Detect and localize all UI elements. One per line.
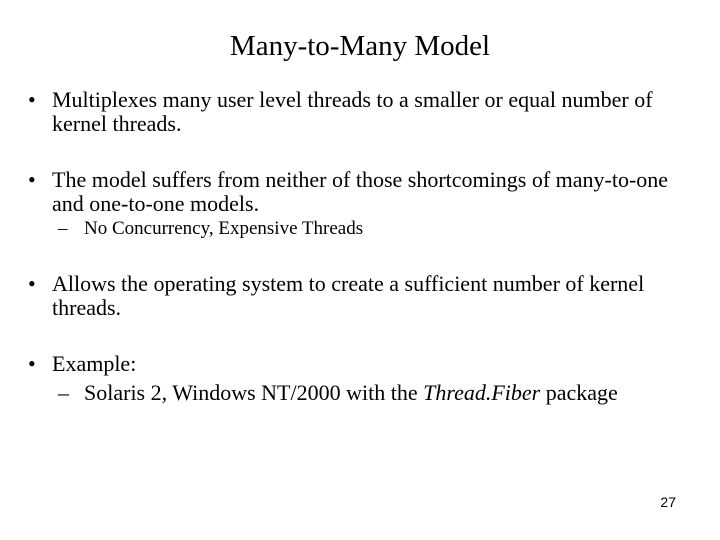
- bullet-icon: •: [28, 167, 36, 192]
- sub-bullet-example: [58, 381, 698, 405]
- bullet-icon: •: [28, 271, 36, 296]
- bullet-text: The model suffers from neither of those shortcomings of many-to-one and one-to-one models.: [52, 167, 669, 216]
- bullet-text: Allows the operating system to create a sufficient number of kernel threads.: [52, 271, 645, 320]
- sub-bullet-text: [84, 381, 698, 405]
- bullet-icon: •: [28, 351, 36, 376]
- example-prefix: Solaris 2, Windows NT/2000 with the: [84, 380, 424, 405]
- bullet-text: Example:: [52, 351, 137, 376]
- dash-icon: –: [58, 218, 68, 239]
- bullet-text: Multiplexes many user level threads to a smaller or equal number of kernel threads.: [52, 87, 653, 136]
- bullet-item-multiplexes: [28, 88, 698, 136]
- slide-title: Many-to-Many Model: [229, 30, 491, 62]
- bullet-item-example: [28, 352, 698, 376]
- dash-icon: –: [58, 380, 69, 405]
- page-number: 27: [660, 494, 676, 510]
- bullet-item-allows-os: [28, 272, 698, 320]
- sub-bullet-text: No Concurrency, Expensive Threads: [84, 218, 364, 239]
- example-suffix: package: [540, 380, 618, 405]
- bullet-item-model-suffers: [28, 168, 698, 216]
- example-italic: Thread.Fiber: [423, 380, 541, 405]
- sub-bullet-concurrency: [58, 218, 698, 240]
- bullet-icon: •: [28, 87, 36, 112]
